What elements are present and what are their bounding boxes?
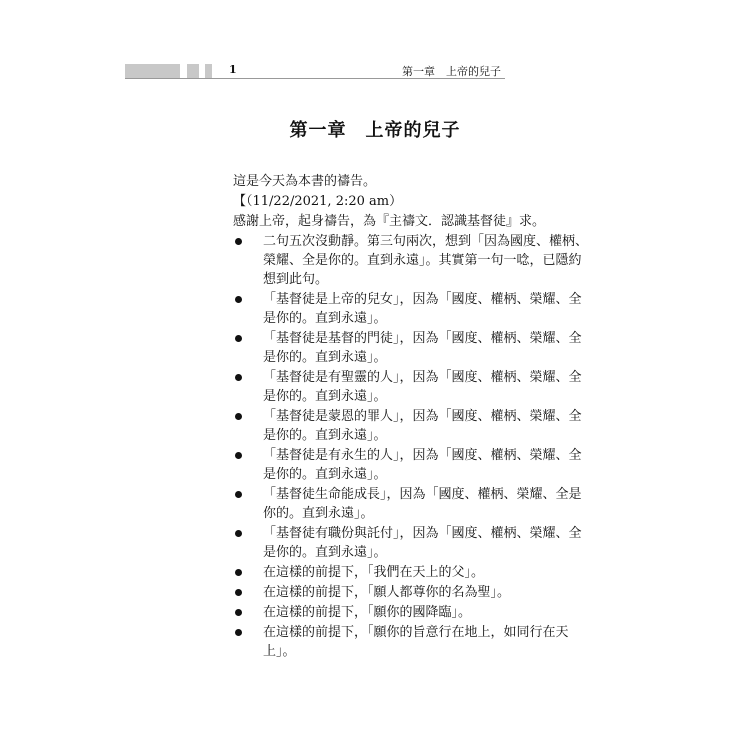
page-number: 1 [229, 63, 237, 76]
bullet-icon [235, 530, 242, 537]
list-item-text: 「基督徒有職份與託付」，因為「國度、權柄、榮耀、全是你的。直到永遠」。 [263, 526, 582, 560]
bullet-icon [235, 374, 242, 381]
bullet-icon [235, 238, 242, 245]
list-item-text: 在這樣的前提下，「我們在天上的父」。 [263, 565, 485, 580]
list-item [233, 603, 593, 622]
list-item-text: 「基督徒是蒙恩的罪人」，因為「國度、權柄、榮耀、全是你的。直到永遠」。 [263, 409, 582, 443]
bullet-icon [235, 296, 242, 303]
list-item [233, 623, 593, 661]
bullet-icon [235, 335, 242, 342]
list-item [233, 485, 593, 523]
list-item-text: 在這樣的前提下，「願你的國降臨」。 [263, 605, 472, 620]
list-item [233, 407, 593, 445]
list-item [233, 583, 593, 602]
list-item-text: 二句五次沒動靜。第三句兩次，想到「因為國度、權柄、榮耀、全是你的。直到永遠」。其實第一句一唸，已隱約想到此句。 [263, 234, 589, 287]
bullet-icon [235, 589, 242, 596]
list-item [233, 329, 593, 367]
paragraph: 這是今天為本書的禱告。 [233, 174, 377, 189]
body-text [233, 172, 593, 662]
list-item [233, 446, 593, 484]
list-item [233, 290, 593, 328]
list-item-text: 「基督徒是基督的門徒」，因為「國度、權柄、榮耀、全是你的。直到永遠」。 [263, 331, 582, 365]
list-item-text: 「基督徒生命能成長」，因為「國度、權柄、榮耀、全是你的。直到永遠」。 [263, 487, 582, 521]
list-item [233, 232, 593, 289]
bullet-icon [235, 491, 242, 498]
bullet-icon [235, 629, 242, 636]
header-bar-long [125, 64, 180, 78]
running-header [125, 62, 505, 80]
paragraph: 感謝上帝，起身禱告，為『主禱文．認識基督徒』求。 [233, 214, 546, 229]
bullet-list [233, 232, 593, 661]
header-bar-short [187, 64, 199, 78]
list-item [233, 368, 593, 406]
list-item-text: 在這樣的前提下，「願人都尊你的名為聖」。 [263, 585, 511, 600]
list-item-text: 「基督徒是有永生的人」，因為「國度、權柄、榮耀、全是你的。直到永遠」。 [263, 448, 582, 482]
paragraph: 【（11/22/2021, 2:20 am） [233, 194, 403, 209]
bullet-icon [235, 609, 242, 616]
chapter-title: 第一章 上帝的兒子 [289, 120, 461, 141]
list-item-text: 「基督徒是有聖靈的人」，因為「國度、權柄、榮耀、全是你的。直到永遠」。 [263, 370, 582, 404]
bullet-icon [235, 452, 242, 459]
bullet-icon [235, 413, 242, 420]
list-item-text: 在這樣的前提下，「願你的旨意行在地上，如同行在天上」。 [263, 625, 569, 659]
list-item [233, 524, 593, 562]
running-title: 第一章 上帝的兒子 [402, 65, 501, 78]
header-bar-tiny [205, 64, 212, 78]
list-item [233, 563, 593, 582]
bullet-icon [235, 569, 242, 576]
list-item-text: 「基督徒是上帝的兒女」，因為「國度、權柄、榮耀、全是你的。直到永遠」。 [263, 292, 582, 326]
